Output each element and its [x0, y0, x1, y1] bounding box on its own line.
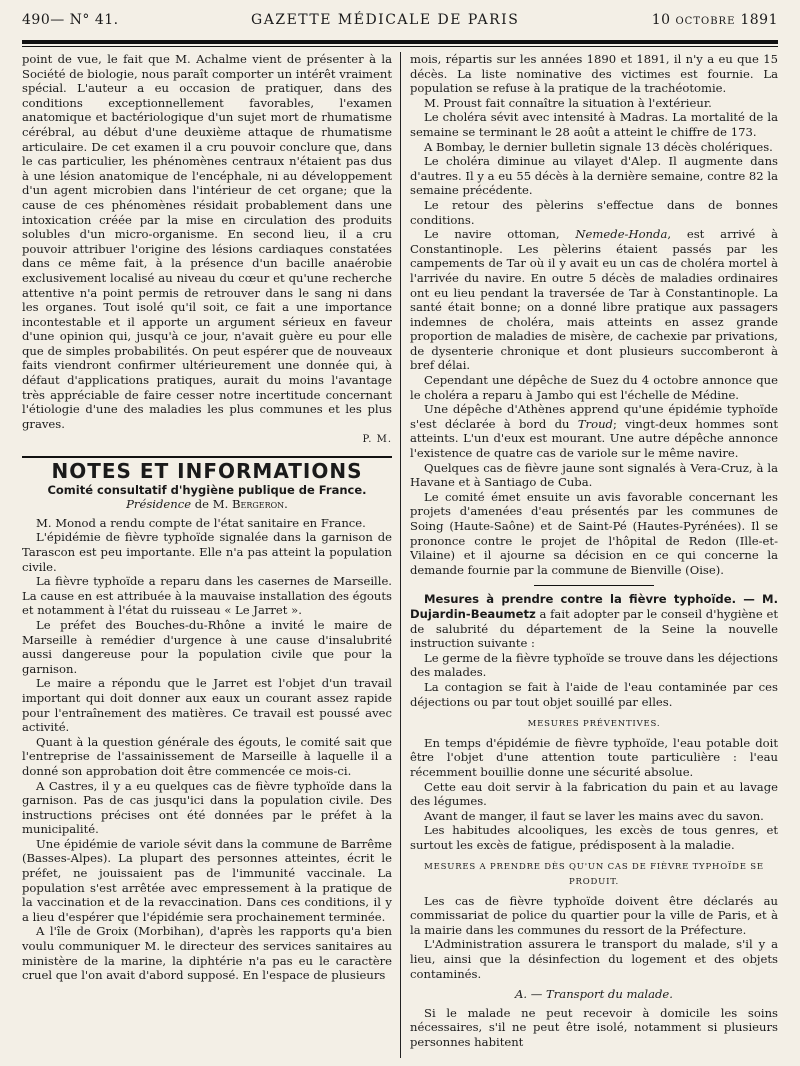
paragraph: A Bombay, le dernier bulletin signale 13 décès cholériques.	[424, 139, 773, 154]
paragraph: mois, répartis sur les années 1890 et 1891, il n'y a eu que 15 décès. La liste nominative des victimes est fournie. La population se refuse à la pratique de la trachéotomie.	[410, 52, 778, 96]
paragraph: Cette eau doit servir à la fabrication du pain et au lavage des légumes.	[410, 779, 778, 809]
paragraph: Mesures à prendre contre la fièvre typhoïde. — M. Dujardin-Beaumetz a fait adopter par le conseil d'hygiène et de salubrité du département de la Seine la nouvelle instruction suivante :	[410, 592, 778, 651]
paragraph: point de vue, le fait que M. Achalme vient de présenter à la Société de biologie, nous paraît comporter un intérêt vraiment spécial. L'auteur a eu occasion de pratiquer, dans des conditions exceptionnellement favorables, l'examen anatomique et bactériologique d'un sujet mort de rhumatisme cérébral, au début d'une deuxième attaque de rhumatisme articulaire. De cet examen il a cru pouvoir conclure que, dans le cas particulier, les phénomènes centraux n'étaient pas dus à une lésion anatomique de l'encéphale, ni au développement d'un agent microbien dans l'intérieur de cet organe; que la cause de ces phénomènes résidait probablement dans une intoxication créée par la mise en circulation des produits solubles d'un micro-organisme. En second lieu, il a cru pouvoir attribuer l'origine des lésions cardiaques constatées dans ce même fait, à la présence d'un bacille anaérobie exclusivement localisé au niveau du cœur et qu'une recherche attentive n'a point permis de retrouver dans le sang ni dans les organes. Tout isolé qu'il soit, ce fait a une importance incontestable et il apporte un argument sérieux en faveur d'une opinion qui, jusqu'à ce jour, n'avait guère eu pour elle que de simples probabilités. On peut espérer que de nouveaux faits viendront confirmer ultérieurement une donnée qui, à défaut d'applications pratiques, aurait du moins l'avantage très appréciable de faire cesser notre incertitude concernant l'étiologie d'une des maladies les plus communes et les plus graves.	[22, 52, 392, 431]
paragraph: Le préfet des Bouches-du-Rhône a invité le maire de Marseille à remédier d'urgence à une cause d'insalubrité aussi dangereuse pour la population civile que pour la garnison.	[22, 617, 392, 676]
paragraph: Le comité émet ensuite un avis favorable concernant les projets d'amenées d'eau présentés par les communes de Soing (Haute-Saône) et de Saint-Pé (Hautes-Pyrénées). Il se prononce contre le projet de l'hôpital de Redon (Ille-et-Vilaine) et il ajourne sa décision en ce qui concerne la demande fournie par la commune de Bienville (Oise).	[410, 489, 778, 577]
paragraph: Quelques cas de fièvre jaune sont signalés à Vera-Cruz, à la Havane et à Santiago de Cuba.	[410, 460, 778, 490]
section-rule	[534, 585, 654, 586]
paragraph: Les cas de fièvre typhoïde doivent être déclarés au commissariat de police du quartier pour la ville de Paris, et à la mairie dans les communes du ressort de la Préfecture.	[410, 893, 778, 937]
committee-heading: Comité consultatif d'hygiène publique de France.	[47, 482, 367, 497]
paragraph: Le choléra diminue au vilayet d'Alep. Il augmente dans d'autres. Il y a eu 55 décès à la dernière semaine, contre 82 la semaine précédente.	[410, 154, 778, 198]
paragraph: Une dépêche d'Athènes apprend qu'une épidémie typhoïde s'est déclarée à bord du Troud; vingt-deux hommes sont atteints. L'un d'eux est mourant. Une autre dépêche annonce l'existence de quatre cas de variole sur le même navire.	[410, 402, 778, 461]
presidence-line: Présidence de M. Bergeron.	[126, 497, 288, 512]
page-header	[22, 12, 778, 32]
page-number: 490— N° 41.	[22, 12, 119, 28]
paragraph: Les habitudes alcooliques, les excès de tous genres, et surtout les excès de fatigue, prédisposent à la maladie.	[410, 823, 778, 852]
paragraph: Le navire ottoman, Nemede-Honda, est arrivé à Constantinople. Les pèlerins étaient passés par les campements de Tar où il y avait eu un cas de choléra mortel à l'arrivée du navire. En outre 5 décès de maladies ordinaires ont eu lieu pendant la traversée de Tar à Constantinople. La santé était bonne; on a donné libre pratique aux passagers indemnes de choléra, mais atteints en assez grande proportion de maladies de misère, de cachexie par privations, de dysenterie chronique et dont plusieurs succomberont à bref délai.	[410, 227, 778, 373]
paragraph: Une épidémie de variole sévit dans la commune de Barrême (Basses-Alpes). La plupart des personnes atteintes, écrit le préfet, ne jouissaient pas de l'immunité vaccinale. La population s'est arrêtée avec empressement à la pratique de la vaccination et de la revaccination. Dans ces conditions, il y a lieu d'espérer que l'épidémie sera prochainement terminée.	[22, 836, 392, 924]
paragraph: A l'île de Groix (Morbihan), d'après les rapports qu'a bien voulu communiquer M. le directeur des services sanitaires au ministère de la marine, la diphtérie n'a pas eu le caractère cruel que l'on avait d'abord supposé. En l'espace de plusieurs	[22, 924, 392, 983]
paragraph: Quant à la question générale des égouts, le comité sait que l'entreprise de l'assainissement de Marseille à laquelle il a donné son approbation doit être commencée ce mois-ci.	[22, 734, 392, 778]
paragraph: M. Proust fait connaître la situation à l'extérieur.	[424, 95, 712, 110]
subheading: MESURES A PRENDRE DÈS QU'UN CAS DE FIÈVRE TYPHOÏDE SE PRODUIT.	[424, 862, 764, 888]
column-divider	[400, 52, 401, 1058]
section-title: NOTES ET INFORMATIONS	[51, 459, 363, 484]
paragraph: Le choléra sévit avec intensité à Madras. La mortalité de la semaine se terminant le 28 août a atteint le chiffre de 173.	[410, 110, 778, 139]
paragraph: La fièvre typhoïde a reparu dans les casernes de Marseille. La cause en est attribuée à la mauvaise installation des égouts et notamment à l'état du ruisseau « Le Jarret ».	[22, 574, 392, 618]
header-rule-thin	[22, 46, 778, 47]
article-columns	[22, 52, 778, 1058]
journal-title: GAZETTE MÉDICALE DE PARIS	[251, 12, 520, 28]
paragraph: A Castres, il y a eu quelques cas de fièvre typhoïde dans la garnison. Pas de cas jusqu'ici dans la population civile. Des instructions précises ont été données par le préfet à la municipalité.	[22, 778, 392, 837]
paragraph: Cependant une dépêche de Suez du 4 octobre annonce que le choléra a reparu à Jambo qui est l'échelle de Médine.	[410, 373, 778, 402]
subheading: MESURES PRÉVENTIVES.	[527, 719, 661, 730]
right-column	[410, 52, 778, 1058]
issue-date: 10 OCTOBRE 1891	[651, 12, 778, 28]
signature: P. M.	[362, 434, 392, 446]
paragraph: La contagion se fait à l'aide de l'eau contaminée par ces déjections ou par tout objet souillé par elles.	[410, 679, 778, 709]
paragraph: L'Administration assurera le transport du malade, s'il y a lieu, ainsi que la désinfection du logement et des objets contaminés.	[410, 937, 778, 981]
paragraph: Le retour des pèlerins s'effectue dans de bonnes conditions.	[410, 197, 778, 227]
paragraph: Le germe de la fièvre typhoïde se trouve dans les déjections des malades.	[410, 650, 778, 680]
left-column	[22, 52, 392, 1058]
header-rule	[22, 40, 778, 44]
paragraph: Le maire a répondu que le Jarret est l'objet d'un travail important qui doit donner aux eaux un courant assez rapide pour l'entraînement des matières. Ce travail est poussé avec activité.	[22, 676, 392, 735]
paragraph: Avant de manger, il faut se laver les mains avec du savon.	[424, 808, 764, 823]
paragraph: L'épidémie de fièvre typhoïde signalée dans la garnison de Tarascon est peu importante. Elle n'a pas atteint la population civile.	[22, 530, 392, 574]
paragraph: Si le malade ne peut recevoir à domicile les soins nécessaires, s'il ne peut être isolé, notamment si plusieurs personnes habitent	[410, 1005, 778, 1049]
subheading: A. — Transport du malade.	[515, 987, 673, 1002]
paragraph: En temps d'épidémie de fièvre typhoïde, l'eau potable doit être l'objet d'une attention toute particulière : l'eau récemment bouillie donne une sécurité absolue.	[410, 735, 778, 779]
section-rule	[22, 456, 392, 458]
paragraph: M. Monod a rendu compte de l'état sanitaire en France.	[36, 515, 366, 530]
